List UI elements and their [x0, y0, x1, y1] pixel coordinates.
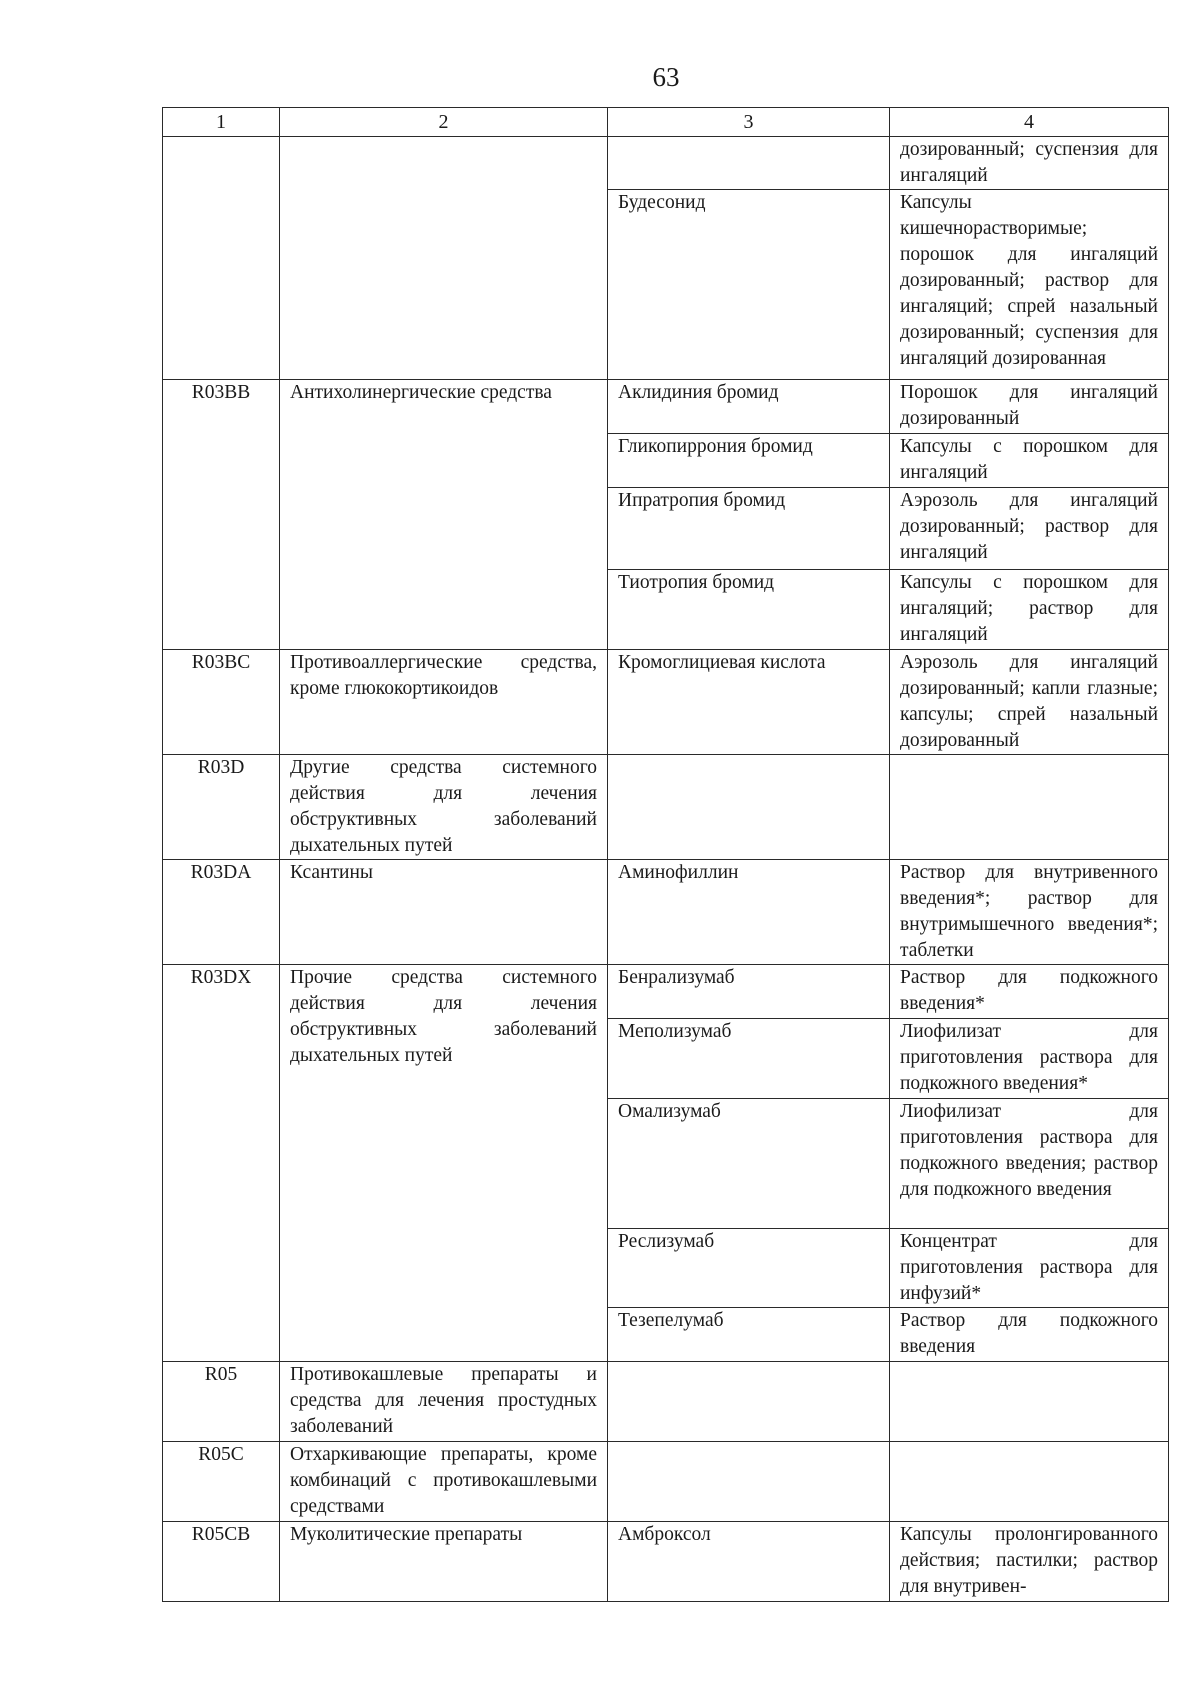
group-cell: Муколитические препараты	[280, 1522, 608, 1602]
forms-cell: Лиофилизат для приготовления раствора для подкожного введения; раствор для подкожного введения	[890, 1099, 1169, 1229]
drug-cell: Меполизумаб	[608, 1019, 890, 1099]
code-cell	[163, 137, 280, 380]
group-cell: Отхаркивающие препараты, кроме комбинаций с противокашлевыми средствами	[280, 1442, 608, 1522]
forms-cell: дозированный; суспензия для ингаляций	[890, 137, 1169, 190]
table-row	[163, 650, 1169, 755]
drug-cell: Кромоглициевая кислота	[608, 650, 890, 755]
group-cell: Противокашлевые препараты и средства для лечения простудных заболеваний	[280, 1362, 608, 1442]
forms-cell: Аэрозоль для ингаляций дозированный; капли глазные; капсулы; спрей назальный дозированный	[890, 650, 1169, 755]
table-row	[163, 380, 1169, 434]
drug-cell: Тезепелумаб	[608, 1308, 890, 1362]
drug-cell	[608, 137, 890, 190]
forms-cell: Капсулы кишечнорастворимые; порошок для ингаляций дозированный; раствор для ингаляций; спрей назальный дозированный; суспензия для ингаляций дозированная	[890, 190, 1169, 380]
code-cell: R03BB	[163, 380, 280, 650]
forms-cell: Капсулы с порошком для ингаляций; раствор для ингаляций	[890, 570, 1169, 650]
drug-cell: Гликопиррония бромид	[608, 434, 890, 488]
code-cell: R05C	[163, 1442, 280, 1522]
code-cell: R05	[163, 1362, 280, 1442]
forms-cell	[890, 1362, 1169, 1442]
group-cell: Антихолинергические средства	[280, 380, 608, 650]
table-row	[163, 755, 1169, 860]
forms-cell: Капсулы с порошком для ингаляций	[890, 434, 1169, 488]
table-row	[163, 965, 1169, 1019]
code-cell: R03DA	[163, 860, 280, 965]
forms-cell: Раствор для внутривенного введения*; раствор для внутримышечного введения*; таблетки	[890, 860, 1169, 965]
drug-cell: Аминофиллин	[608, 860, 890, 965]
drug-cell: Бенрализумаб	[608, 965, 890, 1019]
column-header-1: 1	[163, 108, 280, 137]
table-row	[163, 1522, 1169, 1602]
column-header-2: 2	[280, 108, 608, 137]
forms-cell: Раствор для подкожного введения*	[890, 965, 1169, 1019]
drug-cell: Омализумаб	[608, 1099, 890, 1229]
drug-cell	[608, 1362, 890, 1442]
column-header-4: 4	[890, 108, 1169, 137]
forms-cell	[890, 755, 1169, 860]
forms-cell	[890, 1442, 1169, 1522]
drug-cell: Аклидиния бромид	[608, 380, 890, 434]
table-row	[163, 137, 1169, 190]
drug-cell: Амброксол	[608, 1522, 890, 1602]
forms-cell: Порошок для ингаляций дозированный	[890, 380, 1169, 434]
column-header-3: 3	[608, 108, 890, 137]
group-cell: Ксантины	[280, 860, 608, 965]
code-cell: R05CB	[163, 1522, 280, 1602]
group-cell	[280, 137, 608, 380]
table-row	[163, 1442, 1169, 1522]
forms-cell: Раствор для подкожного введения	[890, 1308, 1169, 1362]
forms-cell: Лиофилизат для приготовления раствора для подкожного введения*	[890, 1019, 1169, 1099]
drug-cell: Реслизумаб	[608, 1229, 890, 1308]
forms-cell: Капсулы пролонгированного действия; пастилки; раствор для внутривен-	[890, 1522, 1169, 1602]
forms-cell: Аэрозоль для ингаляций дозированный; раствор для ингаляций	[890, 488, 1169, 570]
drug-cell	[608, 1442, 890, 1522]
group-cell: Противоаллергические средства, кроме глюкокортикоидов	[280, 650, 608, 755]
table-row	[163, 860, 1169, 965]
page-number: 63	[652, 62, 680, 92]
drug-cell	[608, 755, 890, 860]
code-cell: R03BC	[163, 650, 280, 755]
table-header-row	[163, 108, 1169, 137]
drug-table	[162, 107, 1169, 1602]
code-cell: R03D	[163, 755, 280, 860]
drug-cell: Тиотропия бромид	[608, 570, 890, 650]
code-cell: R03DX	[163, 965, 280, 1362]
drug-cell: Будесонид	[608, 190, 890, 380]
drug-cell: Ипратропия бромид	[608, 488, 890, 570]
group-cell: Прочие средства системного действия для лечения обструктивных заболеваний дыхательных путей	[280, 965, 608, 1362]
forms-cell: Концентрат для приготовления раствора для инфузий*	[890, 1229, 1169, 1308]
table-row	[163, 1362, 1169, 1442]
group-cell: Другие средства системного действия для лечения обструктивных заболеваний дыхательных путей	[280, 755, 608, 860]
